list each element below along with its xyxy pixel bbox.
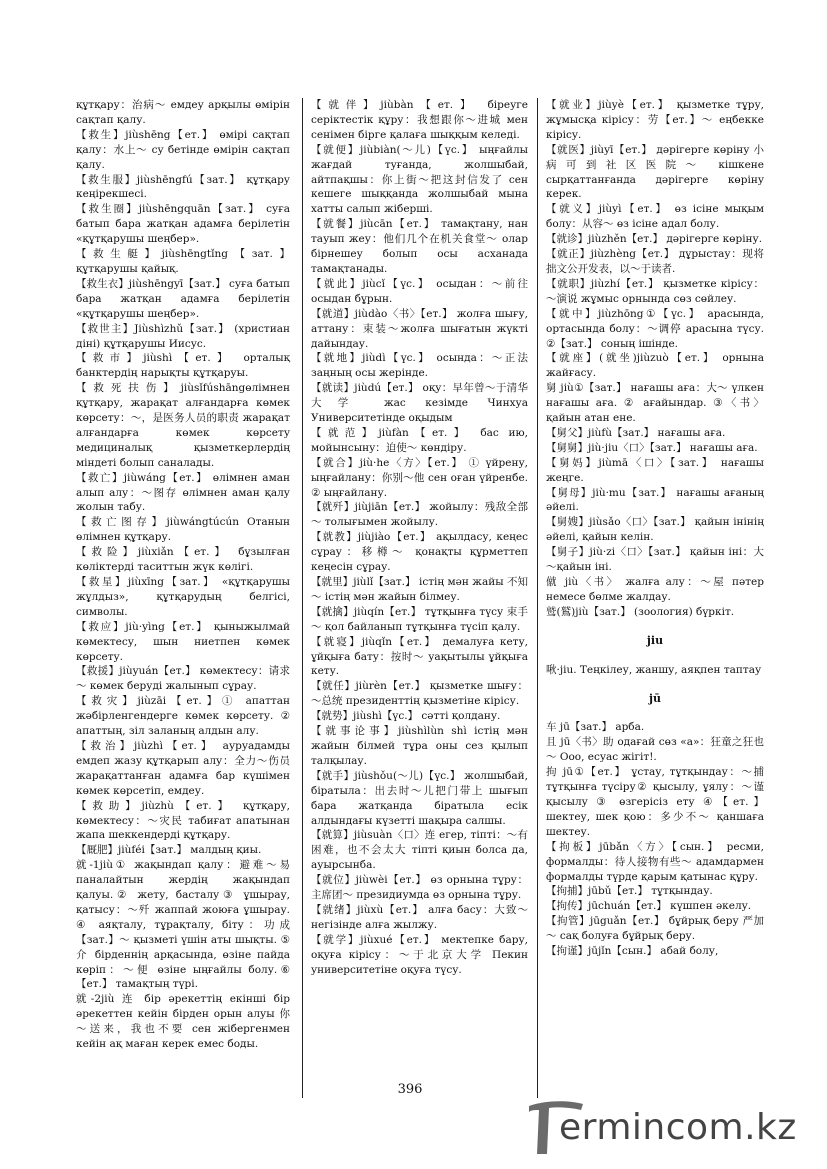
dictionary-entry: 车 jū【зат.】 арба. (546, 721, 645, 734)
dictionary-entry: 【就餐】jiùcān【ет.】 тамақтану, нан тауып жеу：他们几个在机关食堂～ олар бірнешеу болып осы асханада тамақтанады. (311, 218, 528, 275)
column-divider-right (537, 98, 538, 1098)
column-divider-left (302, 98, 303, 1098)
dictionary-entry: 【就事论事】jiùshìlùn shì істің мән жайын білмей тұра оны сез қылып талқылау. (311, 725, 528, 767)
dictionary-entry: 【就势】jiùshì【үс.】 сәтті қолдану. (311, 710, 501, 723)
dictionary-entry: құтқару：治病～ емдеу арқылы өмірін сақтап қалу. (76, 99, 290, 126)
dictionary-entry: 拘 jū①【ет.】 ұстау, тұтқындау：～捕 тұтқынға түсіру② қысылу, ұялу：～谨 қысылу ③ өзгерісіз ету ④【ет.】 шектеу, шек қою：多少不～ қаншаға шектеу. (546, 766, 764, 838)
dictionary-entry: 【舅子】jiù·zi〈口〉【зат.】 қайын іні：大～қайын іні. (546, 546, 764, 574)
dictionary-entry: 【就读】jiùdú【ет.】 оқу：早年曾～于清华大学 жас кезімде Чинхуа Университетінде оқыдым (311, 382, 528, 425)
dictionary-entry: 【救生衣】jiùshēngyī【зат.】 суға батып бара жатқан адамға берілетін «құтқарушы шеңбер». (76, 277, 290, 320)
dictionary-entry: 【救死扶伤】jiùsǐfúshāngөлімнен құтқару, жарақат алғандарға көмек көрсету：～，是医务人员的职责 жарақат алғандарға көмек көрсету медициналық қызметкерлердің міндеті болып саналады. (76, 382, 290, 469)
dictionary-entry: 【舅父】jiùfù【зат.】 нағашы аға. (546, 426, 726, 439)
dictionary-entry: 【拘传】jūchuán【ет.】 күшпен әкелу. (546, 900, 752, 913)
dictionary-entry: 【救星】jiùxīng【зат.】 «құтқарушы жұлдыз», құтқарудың белгісі, символы. (76, 576, 290, 618)
dictionary-entry: 【救助】jiùzhù【ет.】 құтқару, көмектесу：～灾民 табиғат апатынан жапа шеккендерді құтқару. (76, 799, 290, 842)
dictionary-entry: 【救亡】jiùwáng【ет.】 өлімнен аман алып алу：～图存 өлімнен аман қалу жолын табу. (76, 471, 290, 514)
dictionary-entry: 【就此】jiùcǐ【үс.】 осыдан：～前往 осыдан бұрын. (311, 277, 528, 305)
dictionary-entry: 舅 jiù①【зат.】 нағашы аға：大～ үлкен нағашы аға. ② ағайындар. ③〈书〉 қайын атан ене. (546, 382, 764, 425)
dictionary-entry: 【就里】jiùlǐ【зат.】 істің мән жайы 不知～ істің мән жайын білмеу. (311, 576, 528, 603)
dictionary-entry: 【拘板】jūbǎn〈方〉【сын.】 ресми, формалды：待人接物有些～ адамдармен формалды түрде қарым қатынас құру. (546, 840, 764, 883)
dictionary-entry: 啾·jiu. Теңкілеу, жаншу, аяқпен таптау (546, 663, 762, 676)
dictionary-entry: 【舅妈】jiùmā〈口〉【зат.】 нағашы жеңге. (546, 456, 764, 484)
dictionary-entry: 【救亡图存】jiùwángtúcún Отанын өлімнен құтқару. (76, 516, 290, 544)
dictionary-entry: 就-1jiù① жақындап қалу：避难～易 паналайтын жердің жақындап қалуы.② жету, басталу③ ұшырау, қатысу：～歼 жаппай жоюға ұшырау. ④ аяқталу, тұрақталу, біту：功成【зат.】～ қызметі үшін аты шықты. ⑤ 介 бірденнің арқасында, өзіне пайда көріп：～便 өзіне ыңғайлы болу.⑥【ет.】 тамақтың түрі. (76, 859, 290, 991)
dictionary-entry: 【就手】jiùshǒu(～儿)【үс.】 жолшыбай, біратыла：出去时～儿把门带上 шығып бара жатқанда біратыла есік алдындағы күзетті шақыра салшы. (311, 769, 528, 827)
dictionary-entry: 【厩肥】jiùféi【зат.】 малдың қиы. (76, 844, 262, 857)
dictionary-entry: 【救生圈】jiùshēngquān【зат.】 суға батып бара жатқан адамға берілетін «құтқарушы шеңбер». (76, 203, 290, 246)
dictionary-entry: 【救生服】jiùshēngfú【зат.】 құтқару кеңірекшесі. (76, 173, 290, 201)
dictionary-entry: 【拘捕】jūbǔ【ет.】 тұтқындау. (546, 885, 713, 898)
dictionary-column-2 (311, 98, 528, 977)
dictionary-entry: 【救治】jiùzhì【ет.】 ауруадамды емдеп жазу құтқарып алу：全力～伤员 жарақаттанған адамға бар күшімен көмек көрсетіп, емдеу. (76, 739, 290, 797)
dictionary-entry: 【救险】jiùxiǎn【ет.】 бұзылған көліктерді таситтын жүк көлігі. (76, 546, 290, 574)
dictionary-entry: 【救市】jiùshì【ет.】 орталық банктердің нарықты құтқаруы. (76, 352, 290, 380)
dictionary-column-1 (76, 98, 290, 1052)
dictionary-entry: 【就歼】jiùjiān【ет.】 жойылу：残敌全部～ толығымен жойылу. (311, 501, 528, 529)
dictionary-entry: 且 jū〈书〉助 одағай сөз «а»：狂童之狂也～ Ооо, есуас жігіт!. (546, 736, 764, 764)
dictionary-entry: 【就医】jiùyī【ет.】 дәрігерге көріну 小病可到社区医院～ кішкене сырқаттанғанда дәрігерге көріну керек. (546, 143, 764, 201)
dictionary-entry: 【就职】jiùzhí【ет.】 қызметке кірісу：～演说 жұмыс орнында сөз сөйлеу. (546, 277, 764, 305)
dictionary-entry: 【救援】jiùyuán【ет.】 көмектесу：请求～ көмек беруді жалынып сұрау. (76, 665, 290, 693)
dictionary-entry: 【就道】jiùdào〈书〉【ет.】 жолға шығу, аттану：束装～жолға шығатын жүкті дайындау. (311, 307, 528, 350)
dictionary-entry: 【就伴】jiùbàn【ет.】 біреуге серіктестік құру：我想跟你～进城 мен сенімен бірге қалаға шыққым келеді. (311, 99, 528, 141)
dictionary-entry: 【舅母】jiù·mu【зат.】 нағашы ағаның әйелі. (546, 486, 764, 514)
dictionary-entry: 【就绪】jiùxù【ет.】 алға басу：大致～ негізінде алға жылжу. (311, 903, 528, 931)
section-heading: jū (649, 691, 661, 705)
logo-text: ermincom.kz (559, 1107, 797, 1148)
dictionary-entry: 【就任】jiùrèn【ет.】 қызметке шығу：～总统 президенттің қызметіне кірісу. (311, 680, 528, 708)
dictionary-entry: 【就合】jiù·he〈方〉【ет.】 ① үйрену, ыңғайлану：你别～他 сен оған үйренбе. ② ыңғайлану. (311, 456, 528, 499)
dictionary-entry: 【就便】jiùbiàn(～儿)【үс.】 ыңғайлы жағдай туғанда, жолшыбай, айтпақшы：你上街～把这封信发了 сен кешеге шыққанда жолшыбай мына хатты салып жіберші. (311, 143, 528, 216)
dictionary-entry: 【就教】jiùjiào【ет.】 ақылдасу, кеңес сұрау：移樽～ қонақты құрметтеп кеңесін сұрау. (311, 531, 528, 574)
dictionary-column-3 (546, 98, 764, 959)
dictionary-entry: 【舅嫂】jiùsǎo〈口〉【зат.】 қайын інінің әйелі, қайын келін. (546, 516, 764, 544)
dictionary-entry: 【就地】jiùdì【үс.】 осында：～正法 заңның осы жерінде. (311, 352, 528, 380)
dictionary-entry: 【就寝】jiùqǐn【ет.】 демалуға кету, ұйқыға бату：按时～ уақытылы ұйқыға кету. (311, 635, 528, 678)
dictionary-entry: 【救应】jiù·yìng【ет.】 қыныжылмай көмектесу, шын ниетпен көмек көрсету. (76, 620, 290, 663)
dictionary-entry: 【救生】jiùshēng【ет.】 өмірі сақтап қалу：水上～ су бетінде өмірін сақтап қалу. (76, 128, 290, 171)
dictionary-entry: 【就座】(就坐)jiùzuò【ет.】 орнына жайғасу. (546, 352, 764, 380)
dictionary-entry: 【就学】jiùxué【ет.】 мектепке бару, оқуға кірісу：～于北京大学 Пекин университетіне оқуға түсу. (311, 933, 528, 976)
dictionary-entry: 【就位】jiùwèi【ет.】 өз орнына тұру：主席团～ президиумда өз орнына тұру. (311, 874, 528, 902)
dictionary-entry: 僦 jiù〈书〉 жалға алу：～屋 пәтер немесе бөлме жалдау. (546, 576, 764, 603)
dictionary-entry: 【就义】jiùyì【ет.】 өз ісіне мықым болу：从容～ өз ісіне адал болу. (546, 203, 764, 231)
page-number: 396 (397, 1082, 423, 1097)
dictionary-entry: 【拘管】jūguǎn【ет.】 бұйрық беру 严加～ сақ болуға бұйрық беру. (546, 915, 764, 943)
dictionary-entry: 鹫(鷲)jiù【зат.】 (зоология) бүркіт. (546, 605, 735, 618)
section-heading: jiu (646, 633, 664, 647)
dictionary-entry: 【就算】jiùsuàn〈口〉连 егер, тіпті：～有困难，也不会太大 тіпті қиын болса да, ауырсынба. (311, 829, 528, 872)
dictionary-entry: 【就范】jiùfàn【ет.】 бас ию, мойынсыну：迫使～ көндіру. (311, 426, 528, 454)
dictionary-entry: 【拘谨】jūjǐn【сын.】 абай болу, (546, 945, 719, 958)
dictionary-entry: 【就业】jiùyè【ет.】 қызметке тұру, жұмысқа кірісу：劳【ет.】～ еңбекке кірісу. (546, 99, 764, 141)
termincom-logo (525, 1098, 815, 1158)
dictionary-entry: 【救世主】Jiùshìzhǔ【зат.】 (христиан діні) құтқарушы Иисус. (76, 322, 290, 350)
dictionary-entry: 【就诊】jiùzhěn【ет.】 дәрігерге көріну. (546, 233, 763, 246)
dictionary-entry: 【舅舅】jiù·jiu〈口〉【зат.】 нағашы аға. (546, 441, 758, 454)
dictionary-entry: 【救灾】jiùzāi【ет.】① апаттан жәбірленгендерге көмек көрсету. ② апаттың, зіл заланың алдын алу. (76, 695, 290, 738)
dictionary-entry: 【就正】jiùzhèng【ет.】 дұрыстау：现将拙文公开发表，以～于读者. (546, 248, 764, 275)
dictionary-entry: 【就擒】jiùqín【ет.】 тұтқынға түсу 束手～ қол байланып тұтқынға түсіп қалу. (311, 605, 528, 633)
dictionary-entry: 就-2jiù 连 бір әрекеттің екінші бір әрекеттен кейін бірден орын алуы 你～送来，我也不要 сен жібергенмен кейін ақ маған керек емес боды. (76, 993, 290, 1051)
dictionary-entry: 【救生艇】jiùshēngtǐng【зат.】 құтқарушы қайық. (76, 248, 290, 275)
dictionary-entry: 【就中】jiùzhōng①【үс.】 арасында, ортасында болу：～调停 арасына түсу. ②【зат.】 соның ішінде. (546, 307, 764, 350)
